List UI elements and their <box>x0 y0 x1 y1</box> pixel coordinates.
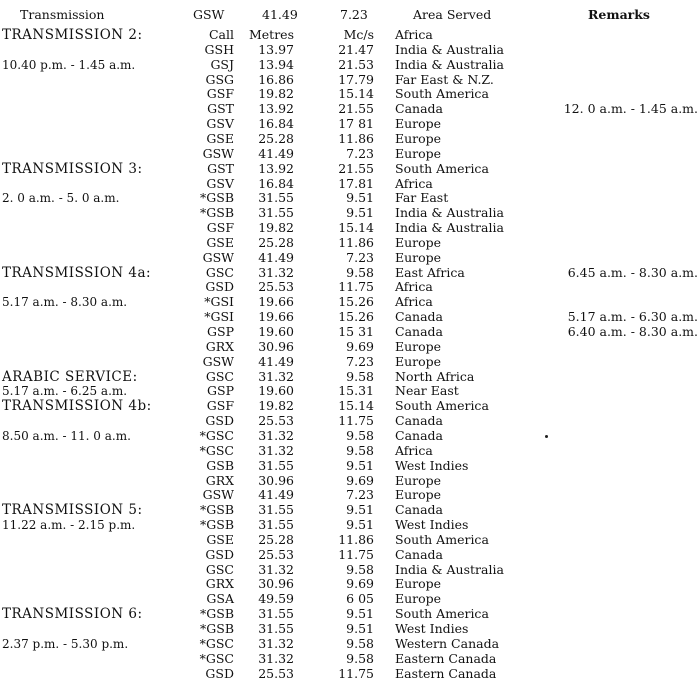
call-cell: GSH <box>204 41 234 57</box>
mcs-cell: 9.51 <box>346 190 374 206</box>
area-served-cell: Canada <box>395 413 443 429</box>
call-cell: *GSB <box>200 205 234 221</box>
area-served-cell: Far East & N.Z. <box>395 71 494 87</box>
mcs-cell: 9.51 <box>346 205 374 221</box>
call-cell: GSP <box>207 324 234 339</box>
metres-cell: 25.53 <box>258 546 294 562</box>
metres-cell: 31.55 <box>258 205 294 221</box>
table-row <box>0 236 700 251</box>
area-served-cell: South America <box>395 86 489 102</box>
mcs-cell: 17.81 <box>338 175 374 191</box>
metres-cell: 25.53 <box>258 665 294 681</box>
table-row <box>0 191 700 206</box>
metres-cell: 31.32 <box>258 442 294 458</box>
table-row <box>0 370 700 385</box>
metres-cell: 19.82 <box>258 398 294 414</box>
area-served-cell: Canada <box>395 502 443 518</box>
mcs-cell: 9.58 <box>346 264 374 280</box>
metres-cell: Metres <box>248 27 294 42</box>
table-row <box>0 28 700 43</box>
mcs-cell: 17.79 <box>338 71 374 87</box>
table-row <box>0 414 700 429</box>
mcs-cell: 11.75 <box>338 279 374 295</box>
mcs-cell: 9.58 <box>346 561 374 577</box>
metres-cell: 25.28 <box>258 531 294 547</box>
area-served-cell: Eastern Canada <box>395 665 497 681</box>
table-row <box>0 518 700 533</box>
mcs-cell: 9.58 <box>346 442 374 458</box>
metres-cell: 25.53 <box>258 413 294 429</box>
area-served-cell: South America <box>395 398 489 414</box>
mcs-cell: 11.86 <box>338 130 374 146</box>
call-cell: GST <box>207 160 234 176</box>
table-row <box>0 87 700 102</box>
table-row <box>0 459 700 474</box>
area-served-cell: India & Australia <box>395 205 504 221</box>
mcs-cell: 21.55 <box>338 101 374 117</box>
mcs-cell: Mc/s <box>343 27 374 42</box>
metres-cell: 31.55 <box>258 502 294 518</box>
remarks-cell: 12. 0 a.m. - 1.45 a.m. <box>563 101 698 117</box>
transmission-cell: TRANSMISSION 2: <box>2 27 143 43</box>
table-row <box>0 637 700 652</box>
area-served-cell: South America <box>395 531 489 547</box>
table-row <box>0 221 700 236</box>
metres-cell: 41.49 <box>258 487 294 503</box>
header-call: GSW <box>193 7 225 22</box>
table-row <box>0 563 700 578</box>
area-served-cell: West Indies <box>395 621 469 636</box>
call-cell: GSV <box>206 116 234 132</box>
call-cell: GSW <box>202 249 234 265</box>
area-served-cell: Europe <box>395 591 442 607</box>
metres-cell: 16.84 <box>258 116 294 132</box>
metres-cell: 41.49 <box>258 145 294 161</box>
metres-cell: 13.92 <box>258 101 294 117</box>
table-row <box>0 577 700 592</box>
call-cell: GSJ <box>210 56 234 72</box>
call-cell: GSD <box>205 665 234 681</box>
call-cell: GSF <box>206 220 234 236</box>
area-served-cell: Canada <box>395 309 443 325</box>
call-cell: *GSI <box>204 309 234 325</box>
transmission-cell: 2. 0 a.m. - 5. 0 a.m. <box>2 191 120 206</box>
call-cell: GSW <box>202 487 234 503</box>
area-served-cell: Canada <box>395 101 443 117</box>
table-row <box>0 355 700 370</box>
transmission-cell: TRANSMISSION 5: <box>2 502 143 519</box>
mcs-cell: 21.55 <box>338 160 374 176</box>
metres-cell: 19.66 <box>258 294 294 310</box>
area-served-cell: Eastern Canada <box>395 650 497 666</box>
table-row <box>0 147 700 162</box>
table-row <box>0 266 700 281</box>
table-row <box>0 177 700 192</box>
metres-cell: 13.94 <box>258 56 294 72</box>
table-row <box>0 399 700 414</box>
area-served-cell: Far East <box>395 190 449 206</box>
table-row <box>0 206 700 221</box>
table-row <box>0 488 700 503</box>
call-cell: GSC <box>205 368 234 384</box>
metres-cell: 31.55 <box>258 606 294 622</box>
mcs-cell: 6 05 <box>346 591 374 607</box>
area-served-cell: Europe <box>395 338 442 354</box>
transmission-cell: 10.40 p.m. - 1.45 a.m. <box>2 57 136 72</box>
metres-cell: 19.60 <box>258 383 294 399</box>
metres-cell: 31.32 <box>258 561 294 577</box>
call-cell: GST <box>207 101 234 117</box>
table-row <box>0 251 700 266</box>
transmission-cell: 5.17 a.m. - 6.25 a.m. <box>2 384 128 399</box>
mcs-cell: 15.14 <box>338 398 374 414</box>
table-row <box>0 73 700 88</box>
metres-cell: 31.32 <box>258 635 294 651</box>
metres-cell: 31.32 <box>258 650 294 666</box>
area-served-cell: West Indies <box>395 517 469 533</box>
call-cell: GSW <box>202 145 234 161</box>
metres-cell: 25.28 <box>258 234 294 250</box>
transmission-cell: 11.22 a.m. - 2.15 p.m. <box>2 518 136 533</box>
area-served-cell: Canada <box>395 324 443 339</box>
metres-cell: 19.66 <box>258 309 294 325</box>
area-served-cell: Europe <box>395 234 442 250</box>
area-served-cell: Europe <box>395 472 442 488</box>
call-cell: *GSB <box>200 190 234 206</box>
call-cell: GSF <box>206 86 234 102</box>
table-row <box>0 340 700 355</box>
mcs-cell: 7.23 <box>346 249 374 265</box>
table-row <box>0 607 700 622</box>
table-row <box>0 162 700 177</box>
metres-cell: 16.84 <box>258 175 294 191</box>
table-row <box>0 58 700 73</box>
metres-cell: 19.60 <box>258 324 294 339</box>
metres-cell: 30.96 <box>258 576 294 592</box>
call-cell: GSV <box>206 175 234 191</box>
area-served-cell: Europe <box>395 116 442 132</box>
mcs-cell: 17 81 <box>338 116 374 132</box>
area-served-cell: Near East <box>395 383 459 399</box>
metres-cell: 19.82 <box>258 220 294 236</box>
table-row <box>0 444 700 459</box>
mcs-cell: 9.69 <box>346 576 374 592</box>
table-row <box>0 652 700 667</box>
mcs-cell: 11.86 <box>338 234 374 250</box>
call-cell: GSE <box>206 531 234 547</box>
metres-cell: 31.55 <box>258 621 294 636</box>
transmission-cell: 2.37 p.m. - 5.30 p.m. <box>2 636 129 651</box>
area-served-cell: Africa <box>395 442 433 458</box>
table-row <box>0 310 700 325</box>
mcs-cell: 9.58 <box>346 368 374 384</box>
area-served-cell: Africa <box>395 279 433 295</box>
call-cell: GSD <box>205 279 234 295</box>
area-served-cell: Canada <box>395 546 443 562</box>
mcs-cell: 15 31 <box>338 324 374 339</box>
call-cell: GRX <box>205 338 234 354</box>
call-cell: GSF <box>206 398 234 414</box>
mcs-cell: 9.58 <box>346 635 374 651</box>
area-served-cell: Western Canada <box>395 635 500 651</box>
mcs-cell: 15.31 <box>338 383 374 399</box>
table-row <box>0 429 700 444</box>
mcs-cell: 9.69 <box>346 472 374 488</box>
table-row <box>0 548 700 563</box>
call-cell: GSA <box>206 591 234 607</box>
mcs-cell: 15.26 <box>338 309 374 325</box>
call-cell: *GSC <box>199 650 234 666</box>
call-cell: GSC <box>205 561 234 577</box>
table-row <box>0 622 700 637</box>
area-served-cell: Canada <box>395 427 443 443</box>
metres-cell: 13.97 <box>258 41 294 57</box>
call-cell: Call <box>208 27 234 42</box>
call-cell: GSD <box>205 546 234 562</box>
call-cell: GSP <box>207 383 234 399</box>
call-cell: GSB <box>206 457 234 473</box>
metres-cell: 31.55 <box>258 457 294 473</box>
mcs-cell: 9.58 <box>346 650 374 666</box>
metres-cell: 30.96 <box>258 472 294 488</box>
metres-cell: 31.55 <box>258 190 294 206</box>
mcs-cell: 7.23 <box>346 487 374 503</box>
mcs-cell: 9.51 <box>346 606 374 622</box>
call-cell: GRX <box>205 472 234 488</box>
table-row <box>0 474 700 489</box>
area-served-cell: South America <box>395 606 489 622</box>
call-cell: *GSC <box>199 442 234 458</box>
metres-cell: 41.49 <box>258 249 294 265</box>
header-mcs: 7.23 <box>340 7 368 22</box>
call-cell: *GSB <box>200 517 234 533</box>
metres-cell: 31.32 <box>258 264 294 280</box>
area-served-cell: Africa <box>395 294 433 310</box>
table-row <box>0 533 700 548</box>
metres-cell: 25.28 <box>258 130 294 146</box>
call-cell: *GSC <box>199 635 234 651</box>
area-served-cell: South America <box>395 160 489 176</box>
metres-cell: 30.96 <box>258 338 294 354</box>
transmission-cell: 8.50 a.m. - 11. 0 a.m. <box>2 428 131 443</box>
table-row <box>0 325 700 340</box>
call-cell: *GSI <box>204 294 234 310</box>
transmission-cell: ARABIC SERVICE: <box>2 368 138 385</box>
mcs-cell: 11.75 <box>338 546 374 562</box>
mcs-cell: 11.75 <box>338 665 374 681</box>
mcs-cell: 11.75 <box>338 413 374 429</box>
mcs-cell: 15.14 <box>338 86 374 102</box>
header-metres: 41.49 <box>262 7 298 22</box>
area-served-cell: Europe <box>395 249 442 265</box>
table-row <box>0 592 700 607</box>
transmission-cell: TRANSMISSION 4a: <box>2 264 152 281</box>
area-served-cell: Africa <box>395 27 433 42</box>
call-cell: *GSB <box>200 606 234 622</box>
call-cell: GSE <box>206 234 234 250</box>
transmission-cell: TRANSMISSION 3: <box>2 160 143 177</box>
mcs-cell: 9.51 <box>346 517 374 533</box>
area-served-cell: North Africa <box>395 368 475 384</box>
call-cell: GSW <box>202 353 234 369</box>
mcs-cell: 21.47 <box>338 41 374 57</box>
metres-cell: 31.32 <box>258 427 294 443</box>
remarks-cell: 6.40 a.m. - 8.30 a.m. <box>567 324 698 339</box>
mcs-cell: 9.51 <box>346 621 374 636</box>
metres-cell: 41.49 <box>258 353 294 369</box>
table-row <box>0 667 700 682</box>
mcs-cell: 7.23 <box>346 145 374 161</box>
ink-speck <box>545 435 548 438</box>
area-served-cell: India & Australia <box>395 220 504 236</box>
call-cell: *GSC <box>199 427 234 443</box>
area-served-cell: Europe <box>395 145 442 161</box>
area-served-cell: Africa <box>395 175 433 191</box>
area-served-cell: India & Australia <box>395 56 504 72</box>
header-area-served: Area Served <box>413 7 492 22</box>
area-served-cell: Europe <box>395 130 442 146</box>
area-served-cell: India & Australia <box>395 561 504 577</box>
metres-cell: 13.92 <box>258 160 294 176</box>
call-cell: *GSB <box>200 621 234 636</box>
header-transmission: Transmission <box>20 7 105 22</box>
transmission-cell: TRANSMISSION 4b: <box>2 398 152 415</box>
mcs-cell: 9.69 <box>346 338 374 354</box>
metres-cell: 25.53 <box>258 279 294 295</box>
metres-cell: 16.86 <box>258 71 294 87</box>
mcs-cell: 15.26 <box>338 294 374 310</box>
table-row <box>0 295 700 310</box>
area-served-cell: East Africa <box>395 264 465 280</box>
metres-cell: 31.55 <box>258 517 294 533</box>
metres-cell: 31.32 <box>258 368 294 384</box>
call-cell: GSD <box>205 413 234 429</box>
mcs-cell: 21.53 <box>338 56 374 72</box>
table-row <box>0 43 700 58</box>
area-served-cell: Europe <box>395 487 442 503</box>
mcs-cell: 9.51 <box>346 502 374 518</box>
transmission-cell: 5.17 a.m. - 8.30 a.m. <box>2 295 128 310</box>
table-row <box>0 384 700 399</box>
call-cell: *GSB <box>200 502 234 518</box>
remarks-cell: 6.45 a.m. - 8.30 a.m. <box>567 264 698 280</box>
header-remarks: Remarks <box>588 7 650 22</box>
remarks-cell: 5.17 a.m. - 6.30 a.m. <box>567 309 698 325</box>
metres-cell: 19.82 <box>258 86 294 102</box>
table-row <box>0 132 700 147</box>
mcs-cell: 9.58 <box>346 427 374 443</box>
mcs-cell: 7.23 <box>346 353 374 369</box>
header-row <box>0 7 700 23</box>
transmission-cell: TRANSMISSION 6: <box>2 606 143 623</box>
metres-cell: 49.59 <box>258 591 294 607</box>
area-served-cell: Europe <box>395 353 442 369</box>
table-row <box>0 117 700 132</box>
mcs-cell: 15.14 <box>338 220 374 236</box>
table-row <box>0 280 700 295</box>
call-cell: GRX <box>205 576 234 592</box>
mcs-cell: 11.86 <box>338 531 374 547</box>
call-cell: GSC <box>205 264 234 280</box>
table-row <box>0 503 700 518</box>
area-served-cell: West Indies <box>395 457 469 473</box>
table-row <box>0 102 700 117</box>
call-cell: GSE <box>206 130 234 146</box>
area-served-cell: Europe <box>395 576 442 592</box>
mcs-cell: 9.51 <box>346 457 374 473</box>
area-served-cell: India & Australia <box>395 41 504 57</box>
call-cell: GSG <box>205 71 234 87</box>
